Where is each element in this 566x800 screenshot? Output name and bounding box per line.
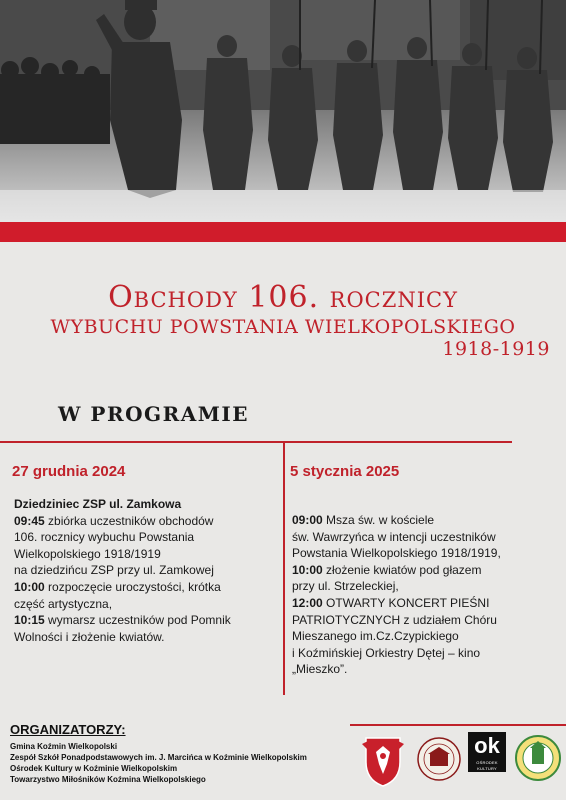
schedule-text: Wielkopolskiego 1918/1919 <box>14 546 161 561</box>
organizer-item: Zespół Szkół Ponadpodstawowych im. J. Marcińca w Koźminie Wielkopolskim <box>10 753 307 762</box>
kozmin-coat-of-arms-icon <box>356 734 410 788</box>
divider-horizontal <box>0 441 512 443</box>
organizers-list <box>10 741 307 785</box>
schedule-line <box>14 546 276 563</box>
schedule-line <box>292 612 560 629</box>
schedule-time: 09:00 <box>292 513 323 527</box>
schedule-line <box>292 645 560 662</box>
schedule-line <box>292 578 560 595</box>
day1-date: 27 grudnia 2024 <box>12 463 126 480</box>
organizer-item: Towarzystwo Miłośników Koźmina Wielkopolskiego <box>10 775 206 784</box>
schedule-text: św. Wawrzyńca w intencji uczestników <box>292 529 496 544</box>
school-logo-icon <box>416 736 462 782</box>
historical-photo-marching-soldiers <box>0 0 566 222</box>
schedule-time: 10:00 <box>292 562 323 577</box>
schedule-text: Powstania Wielkopolskiego 1918/1919, <box>292 546 501 561</box>
main-title: Obchody 106. rocznicy <box>108 280 458 315</box>
schedule-text: 106. rocznicy wybuchu Powstania <box>14 530 195 545</box>
day1-lines <box>14 513 276 646</box>
programme-heading: W PROGRAMIE <box>58 402 249 426</box>
schedule-time: 09:45 <box>14 513 45 528</box>
schedule-text: Msza św. w kościele <box>322 513 435 527</box>
schedule-line <box>14 579 276 596</box>
organizers-heading: ORGANIZATORZY: <box>10 722 126 737</box>
schedule-text: złożenie kwiatów pod głazem <box>322 562 482 577</box>
organizer-item: Ośrodek Kultury w Koźminie Wielkopolskim <box>10 764 178 773</box>
schedule-line <box>292 661 560 678</box>
schedule-text: Mieszanego im.Cz.Czypickiego <box>292 629 459 644</box>
organizer-item: Gmina Koźmin Wielkopolski <box>10 742 118 751</box>
schedule-line <box>292 545 560 562</box>
schedule-text: część artystyczna, <box>14 596 113 611</box>
schedule-time: 12:00 <box>292 595 323 610</box>
schedule-time: 10:00 <box>14 579 45 594</box>
ok-culture-logo <box>468 732 506 772</box>
soldiers-illustration <box>0 0 566 222</box>
society-logo-icon <box>514 734 562 782</box>
subtitle: WYBUCHU POWSTANIA WIELKOPOLSKIEGO <box>50 316 516 338</box>
day2-date: 5 stycznia 2025 <box>290 463 400 480</box>
schedule-line <box>292 628 560 645</box>
day2-programme <box>292 512 560 678</box>
schedule-line <box>292 595 560 612</box>
schedule-text: na dziedzińcu ZSP przy ul. Zamkowej <box>14 563 214 578</box>
schedule-line <box>14 596 276 613</box>
schedule-text: zbiórka uczestników obchodów <box>44 513 214 528</box>
schedule-line <box>14 562 276 579</box>
schedule-text: „Mieszko”. <box>292 662 348 677</box>
schedule-line <box>14 529 276 546</box>
divider-vertical <box>283 441 285 695</box>
schedule-line <box>292 512 560 529</box>
schedule-text: wymarsz uczestników pod Pomnik <box>44 613 231 628</box>
schedule-line <box>292 529 560 546</box>
schedule-text: Wolności i złożenie kwiatów. <box>14 629 165 644</box>
years: 1918-1919 <box>442 338 550 360</box>
schedule-text: przy ul. Strzeleckiej, <box>292 579 399 594</box>
schedule-line <box>14 513 276 530</box>
ok-logo-caption: OŚRODEK KULTURY <box>476 760 498 771</box>
flag-red-stripe <box>0 222 566 242</box>
schedule-text: i Koźmińskiej Orkiestry Dętej – kino <box>292 645 481 660</box>
day1-location: Dziedziniec ZSP ul. Zamkowa <box>14 497 182 511</box>
day1-programme <box>14 496 276 645</box>
schedule-text: PATRIOTYCZNYCH z udziałem Chóru <box>292 612 497 627</box>
schedule-line <box>14 612 276 629</box>
schedule-time: 10:15 <box>14 613 45 628</box>
organizers-divider <box>350 724 566 726</box>
schedule-line <box>14 629 276 646</box>
schedule-text: rozpoczęcie uroczystości, krótka <box>44 579 221 594</box>
schedule-line <box>292 562 560 579</box>
ok-logo-letters: ok <box>474 733 500 758</box>
schedule-text: OTWARTY KONCERT PIEŚNI <box>322 595 490 610</box>
day2-lines <box>292 512 560 678</box>
